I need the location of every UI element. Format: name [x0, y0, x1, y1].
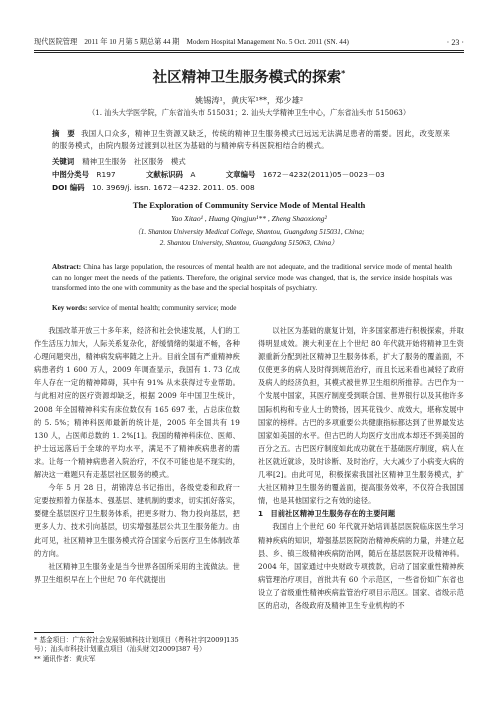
footnote-funding: * 基金项目：广东省社会发展领域科技计划项目（粤科社字[2009]135 号）；汕头市科技计划重点项目（汕头财文[2009]387 号） — [34, 636, 239, 654]
doc-code-field: 文献标识码 A — [145, 170, 196, 179]
classification-line — [52, 169, 452, 180]
article-number-field: 文章编号 1672－4232(2011)05－0023－03 — [225, 170, 385, 179]
body-paragraph: 我国自上个世纪 60 年代就开始培训基层医院临床医生学习精神疾病的知识，增强基层医院防治精神疾病的力量，并建立起县、乡、镇三级精神疾病防治网，随后在基层医院开设精神科。2004 年，国家通过中央财政专项拨款，启动了国家重性精神疾病管理治疗项目，首批共有 60 个示范区，一些省份如广东省也设立了省级重性精神疾病监管治疗项目示范区。国家、省级示范区的启动，各级政府及精神卫生专业机构的不 — [258, 522, 464, 610]
authors: 姚锡涛¹，黄庆军¹**，郑少雄² — [194, 95, 304, 105]
english-keywords-label: Key words: — [52, 304, 88, 312]
body-right-column — [258, 324, 464, 612]
english-title: The Exploration of Community Service Mode of Mental Health — [132, 200, 366, 210]
section-heading: 1 目前社区精神卫生服务存在的主要问题 — [258, 509, 396, 519]
clc-field: 中图分类号 R197 — [52, 170, 116, 179]
abstract-cn — [52, 128, 452, 152]
body-paragraph: 我国改革开放三十多年来，经济和社会快速发展，人们的工作生活压力加大，人际关系复杂化，舒缓情绪的渠道不畅，各种心理问题突出，精神病发病率随之上升。目前全国有严重精神疾病患者约 1 600 万人，2009 年调查显示，我国有 1. 73 亿成年人存在一定的精神障碍，其中有 91% 从未获得过专业帮助。与此相对应的医疗资源却缺乏，根据 2009 年中国卫生统计，2008 年全国精神科实有床位数仅有 165 697 张，占总床位数的 5. 5%；精神科医师最新的统计是，2005 年全国共有 19 130 人，占医师总数的 1. 2%[1]。我国的精神科床位、医师、护士远远落后于全球的平均水平，满足不了精神疾病患者的需求。让每一个精神病患者入院治疗，不仅不可能也是不现实的，解决这一难题只有走基层社区服务的模式。 — [34, 326, 240, 480]
body-paragraph: 今年 5 月 28 日，胡锦涛总书记指出，各级党委和政府一定要按照着力保基本、强基层、建机制的要求，切实抓好落实，要健全基层医疗卫生服务体系，把更多财力、物力投向基层，把更多人力、技术引向基层，切实增强基层公共卫生服务能力。由此可见，社区精神卫生服务模式符合国家今后医疗卫生体制改革的方向。 — [34, 483, 240, 558]
footnote-rule — [34, 632, 94, 633]
header-rule-thin — [34, 52, 464, 53]
article-title-text: 社区精神卫生服务模式的探索 — [152, 70, 342, 86]
abstract-cn-text: 我国人口众多，精神卫生资源又缺乏，传统的精神卫生服务模式已远远无法满足患者的需要。因此，改变原来的服务模式，由院内服务过渡到以社区为基础的与精神病专科医院相结合的模式。 — [52, 129, 451, 150]
body-paragraph: 以社区为基础的康复计划，许多国家都进行积极探索，并取得明显成效。澳大利亚在上个世纪 80 年代就开始将精神卫生资源重新分配到社区精神卫生服务体系，扩大了服务的覆盖面，不仅使更多的病人及时得到规范治疗，而且长远来看也减轻了政府及病人的经济负担，其模式被世界卫生组织所推荐。古巴作为一个发展中国家，其医疗制度受到联合国、世界银行以及其他许多国际机构和专业人士的赞扬，因其花钱少、成效大，堪称发展中国家的榜样。古巴的多项重要公共健康指标都达到了世界最发达国家如美国的水平。但古巴的人均医疗支出成本却还不到美国的百分之五。古巴医疗制度如此成功就在于基础医疗制度，病人在社区就近就诊，及时诊断、及时治疗，大大减少了小病变大病的几率[2]。由此可见，积极探索我国社区精神卫生服务模式，扩大社区精神卫生服务的覆盖面，提高服务效率，不仅符合我国国情，也是其他国家行之有效的途径。 — [258, 326, 464, 506]
affiliation: （1. 汕头大学医学院，广东省汕头市 515031；2. 汕头大学精神卫生中心，广东省汕头市 515063） — [87, 108, 411, 117]
title-footnote-mark: * — [341, 69, 346, 79]
body-left-column — [34, 324, 240, 586]
english-abstract-text: China has large population, the resources of mental health are not adequate, and the traditional service mode of mental health can no longer meet the needs of the patients. Therefore, the original service mode was changed, that is, the service inside hospitals was transformed into the one with community as the base and the special hospitals of psychiatry. — [52, 263, 452, 293]
english-keywords-text: service of mental health; community service; mode — [89, 304, 237, 312]
doi-value: 10. 3969/j. issn. 1672－4232. 2011. 05. 008 — [91, 183, 255, 192]
running-head-text: 现代医院管理 2011 年 10 月第 5 期总第 44 期 Modern Hospital Management No. 5 Oct. 2011 (SN. 44) — [34, 38, 349, 46]
english-abstract-label: Abstract: — [52, 263, 82, 271]
footnote-corresponding: ** 通讯作者：黄庆军 — [34, 654, 96, 663]
page-number: · 23 · — [446, 38, 464, 47]
doi-line — [52, 182, 452, 193]
header-rule — [34, 50, 464, 51]
english-authors: Yao Xitao¹ , Huang Qingjun¹** , Zheng Shaoxiong² — [171, 214, 327, 223]
footnotes — [34, 636, 240, 664]
english-keywords — [52, 304, 452, 312]
abstract-cn-label: 摘 要 — [52, 129, 76, 138]
keywords-cn — [52, 156, 452, 167]
english-affiliation-2: 2. Shantou University, Shantou, Guangdong 515063, China） — [159, 239, 339, 247]
doi-label: DOI 编码 — [52, 183, 85, 192]
running-head — [34, 38, 464, 47]
keywords-cn-text: 精神卫生服务 社区服务 模式 — [82, 157, 186, 166]
english-abstract — [52, 262, 452, 294]
english-affiliation — [34, 227, 464, 249]
article-title — [34, 66, 464, 87]
body-paragraph: 社区精神卫生服务业是当今世界各国所采用的主流做法。世界卫生组织早在上个世纪 70 年代就提出 — [34, 561, 240, 584]
keywords-cn-label: 关键词 — [52, 157, 75, 166]
english-affiliation-1: （1. Shantou University Medical College, Shantou, Guangdong 515031, China; — [133, 228, 365, 236]
